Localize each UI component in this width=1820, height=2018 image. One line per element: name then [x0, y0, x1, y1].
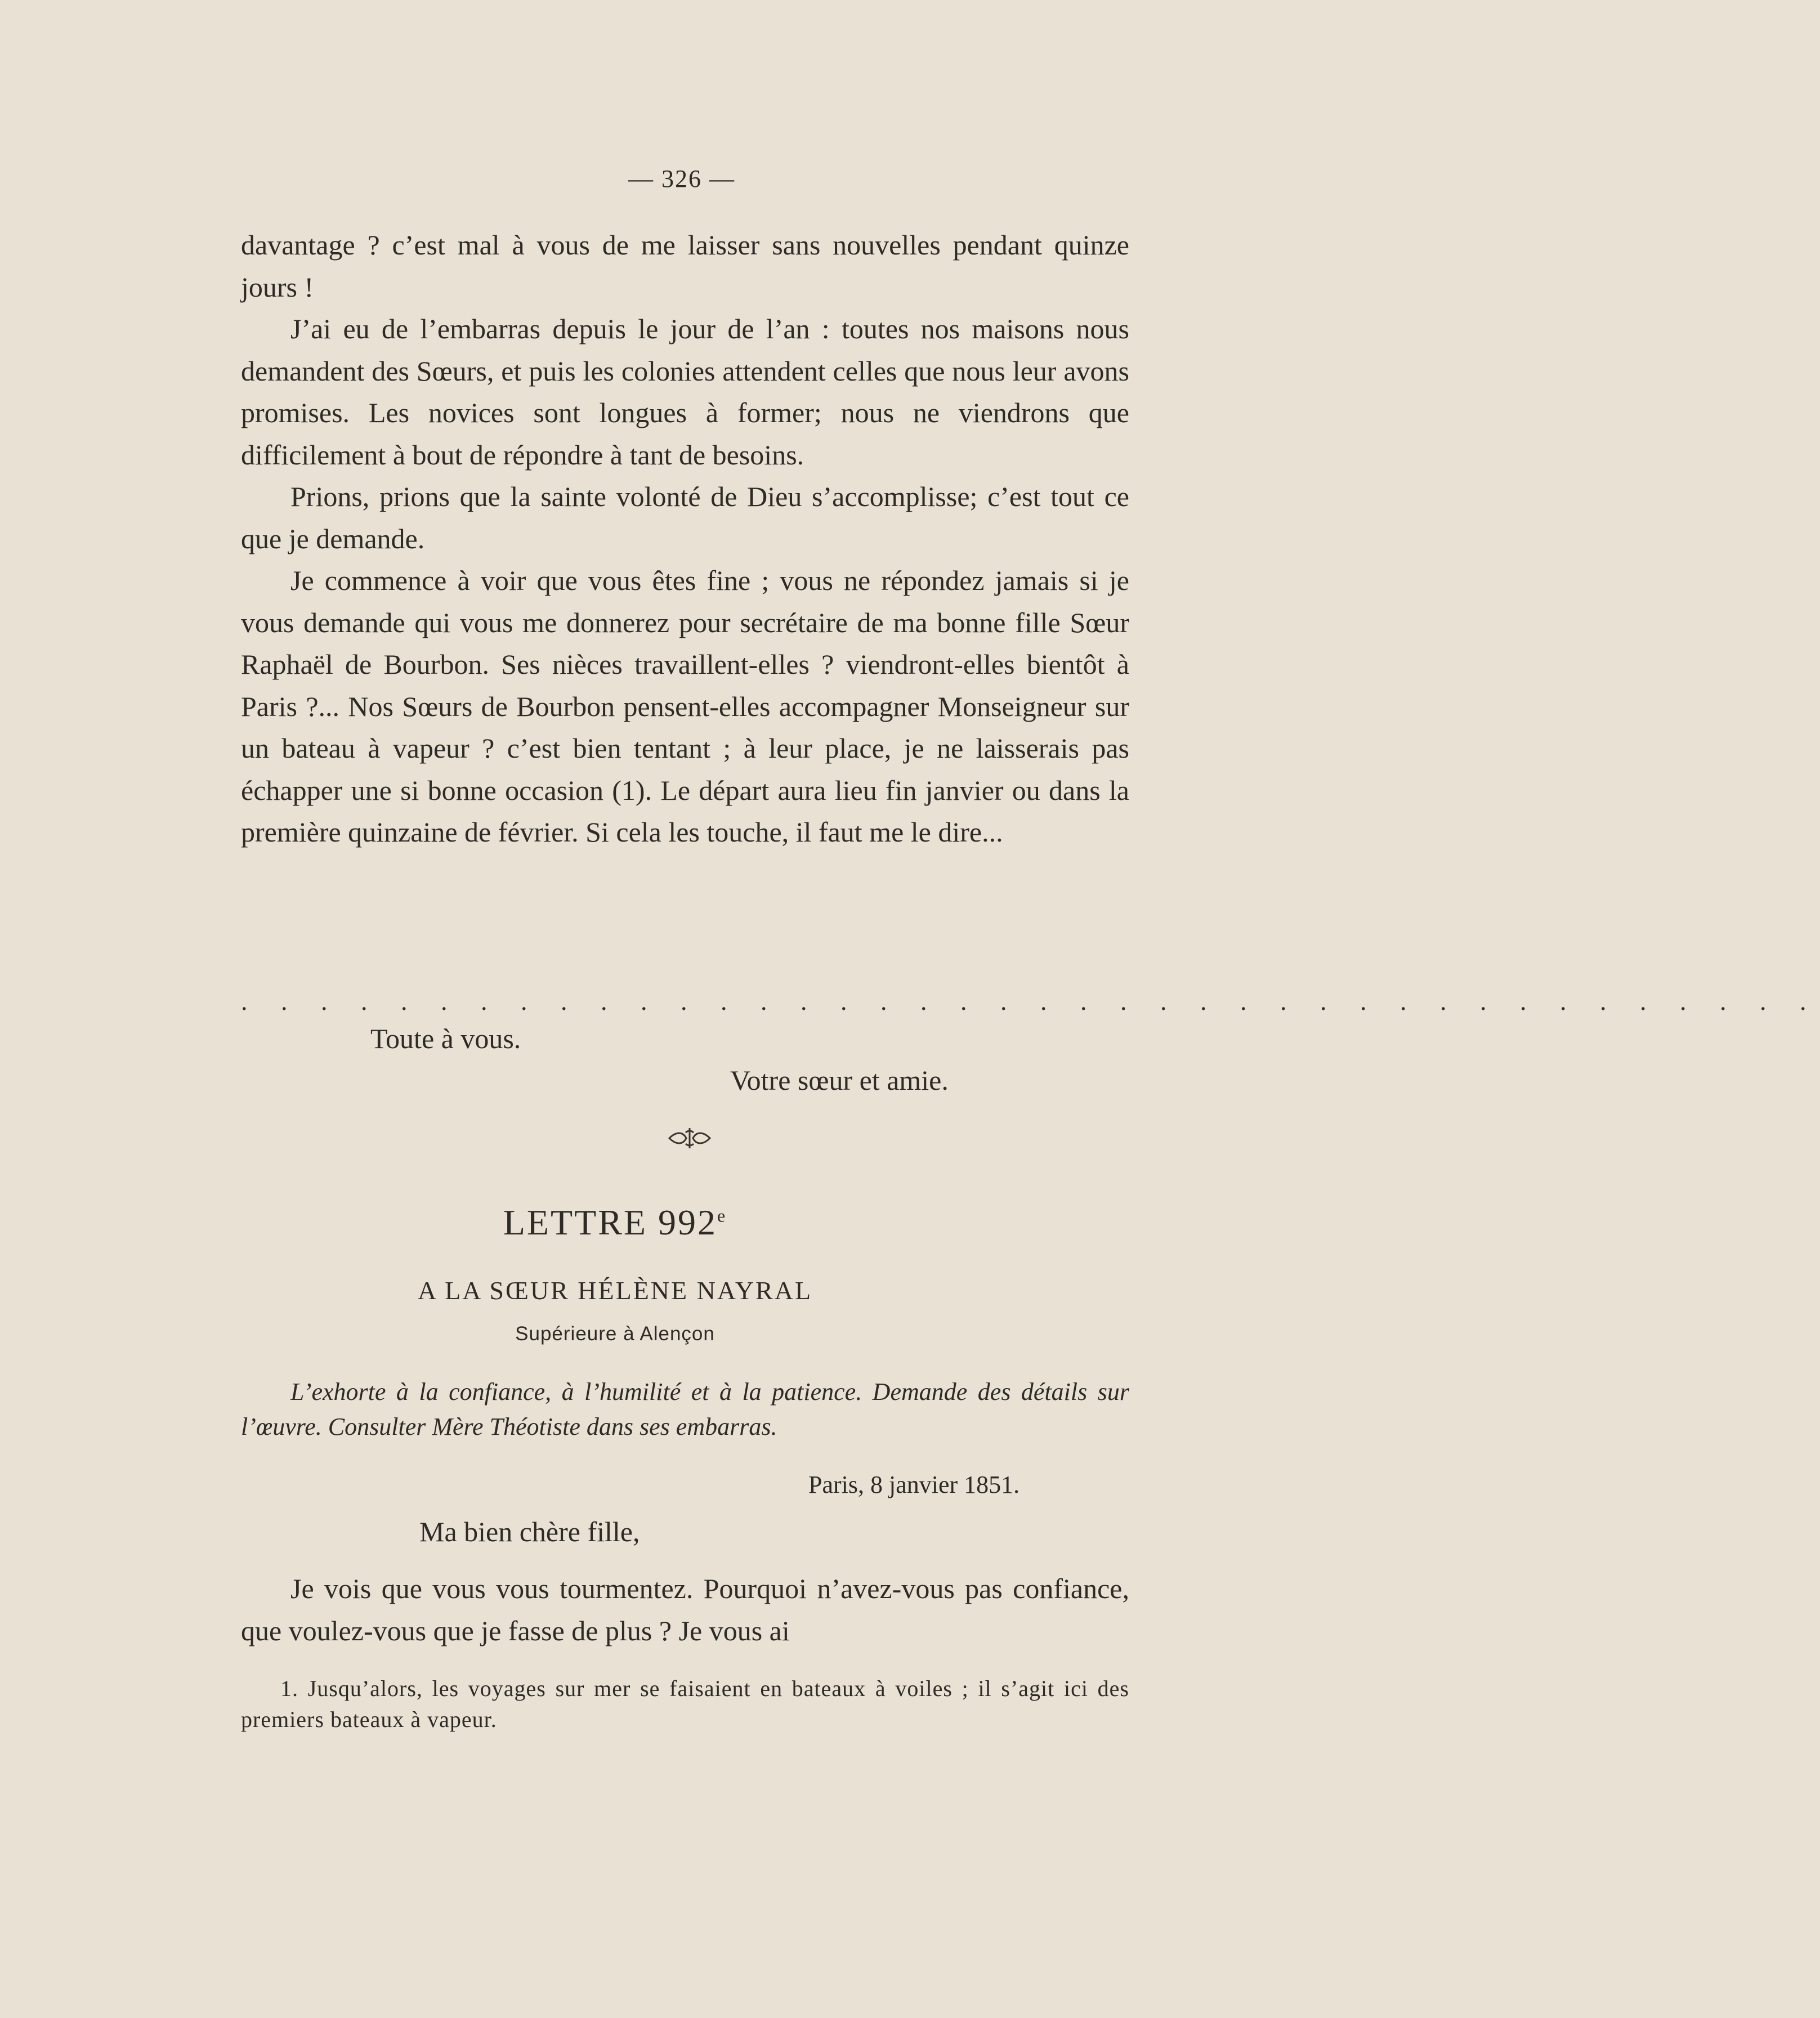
place-date: Paris, 8 janvier 1851. — [808, 1471, 1020, 1498]
paragraph: J’ai eu de l’embarras depuis le jour de l’an : toutes nos maisons nous demandent des Sœurs, et puis les colonies attendent celles que nous leur avons promises. Les novices sont longues à former; nous ne viendrons que difficilement à bout de répondre à tant de besoins. — [241, 313, 1129, 471]
paragraph: Prions, prions que la sainte volonté de Dieu s’accomplisse; c’est tout ce que je demande. — [241, 481, 1129, 554]
footnote — [241, 1673, 1129, 1735]
signature-line: Votre sœur et amie. — [730, 1064, 949, 1096]
letter-recipient: A LA SŒUR HÉLÈNE NAYRAL — [417, 1276, 813, 1305]
ornament-icon — [667, 1126, 712, 1151]
letter-body — [241, 1568, 1129, 1652]
closing-line: Toute à vous. — [370, 1023, 521, 1054]
ellipsis-row: . . . . . . . . . . . . . . . . . . . . . . . . . . . . . . . . . . . . . . . . — [241, 987, 1820, 1015]
summary-text: L’exhorte à la confiance, à l’humilité et à la patience. Demande des détails sur l’œuvre. Consulter Mère Théotiste dans ses embarras. — [241, 1378, 1129, 1440]
letter-title: LETTRE 992e — [503, 1202, 727, 1242]
letter-continuation — [241, 224, 1129, 853]
salutation: Ma bien chère fille, — [419, 1516, 640, 1547]
paragraph: Je vois que vous vous tourmentez. Pourquoi n’avez-vous pas confiance, que voulez-vous que je fasse de plus ? Je vous ai — [241, 1573, 1129, 1646]
paragraph: Je commence à voir que vous êtes fine ; vous ne répondez jamais si je vous demande qui vous me donnerez pour secrétaire de ma bonne fille Sœur Raphaël de Bourbon. Ses nièces travaillent-elles ? viendront-elles bientôt à Paris ?... Nos Sœurs de Bourbon pensent-elles accompagner Monseigneur sur un bateau à vapeur ? c’est bien tentant ; à leur place, je ne laisserais pas échapper une si bonne occasion (1). Le départ aura lieu fin janvier ou dans la première quinzaine de février. Si cela les touche, il faut me le dire... — [241, 565, 1129, 848]
recipient-role: Supérieure à Alençon — [515, 1323, 715, 1345]
letter-summary — [241, 1375, 1129, 1444]
footnote-text: 1. Jusqu’alors, les voyages sur mer se faisaient en bateaux à voiles ; il s’agit ici des premiers bateaux à vapeur. — [241, 1676, 1129, 1732]
page-number: — 326 — — [628, 165, 735, 193]
paragraph: davantage ? c’est mal à vous de me laisser sans nouvelles pendant quinze jours ! — [241, 229, 1129, 303]
